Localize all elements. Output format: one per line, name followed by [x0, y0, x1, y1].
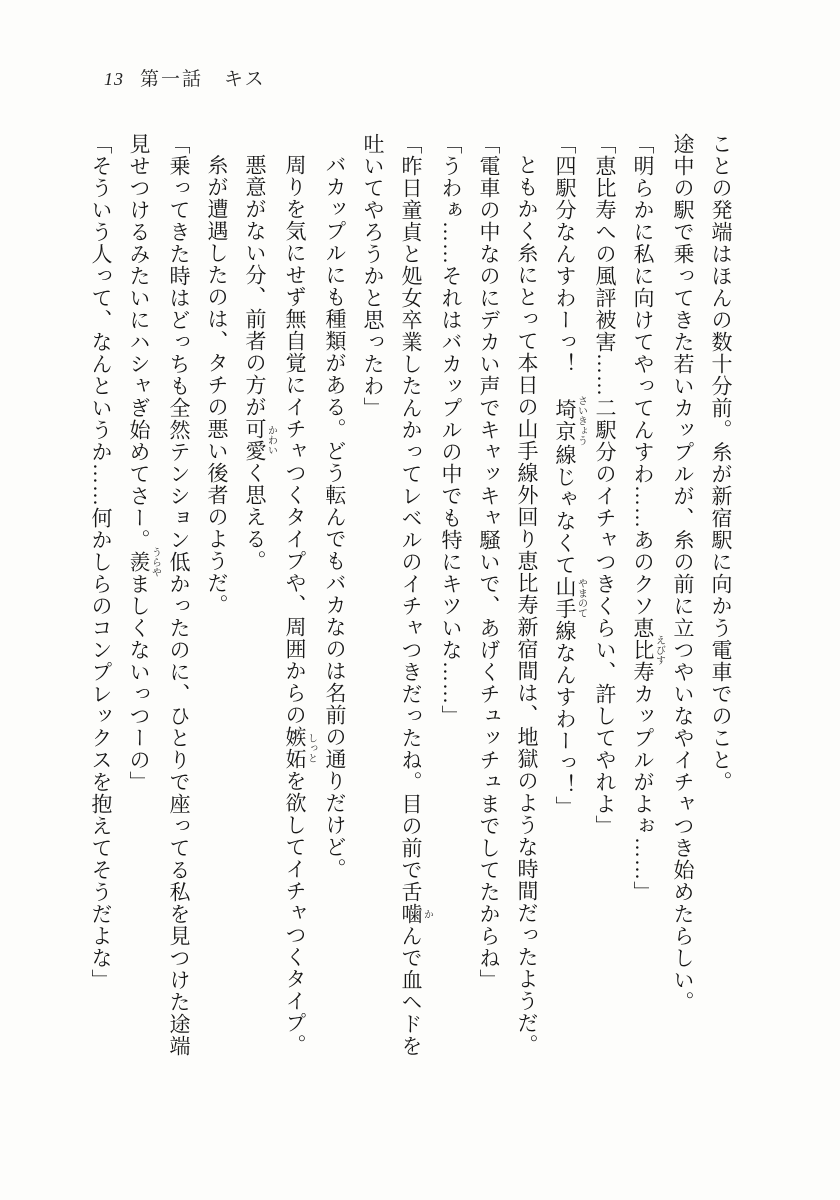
- text-line: 周りを気にせず無自覚にイチャつくタイプや、周囲からの嫉妬しっとを欲してイチャつくタイプ。: [283, 154, 317, 1056]
- furigana-ruby: 可愛かわい: [243, 418, 277, 462]
- text-line: 「乗ってきた時はどっちも全然テンション低かったのに、ひとりで座ってる私を見つけた途端: [167, 133, 191, 1057]
- text-line: 悪意がない分、前者の方が可愛かわいく思える。: [243, 154, 277, 572]
- page-number: 13: [104, 69, 124, 89]
- furigana-ruby: 噛か: [399, 903, 433, 925]
- furigana-ruby: 羨うらや: [127, 547, 161, 577]
- text-line: バカップルにも種類がある。どう転んでもバカなのは名前の通りだけど。: [323, 154, 347, 880]
- chapter-title: 第一話 キス: [140, 69, 266, 90]
- text-line: 「電車の中なのにデカい声でキャッキャ騒いで、あげくチュッチュまでしてたからね」: [477, 133, 501, 991]
- furigana-ruby: 山手やまのて: [553, 576, 587, 620]
- furigana-ruby: 嫉妬しっと: [283, 726, 317, 770]
- furigana-ruby: 恵比寿えびす: [631, 617, 665, 683]
- text-line: ことの発端はほんの数十分前。糸が新宿駅に向かう電車でのこと。: [709, 133, 733, 793]
- text-line: ともかく糸にとって本日の山手線外回り恵比寿新宿間は、地獄のような時間だったようだ。: [515, 154, 539, 1056]
- text-line: 吐いてやろうかと思ったわ」: [361, 133, 385, 419]
- text-line: 「恵比寿への風評被害……二駅分のイチャつきくらい、許してやれよ」: [593, 133, 617, 837]
- text-line: 見せつけるみたいにハシャぎ始めてさー。羨うらやましくないっつーの」: [127, 133, 161, 793]
- vertical-text-block: [82, 133, 740, 1093]
- text-line: 「明らかに私に向けてやってんすわ……あのクソ恵比寿えびすカップルがよぉ……」: [631, 133, 665, 903]
- text-line: 「そういう人って、なんというか……何かしらのコンプレックスを抱えてそうだよな」: [89, 133, 113, 991]
- text-line: 「昨日童貞と処女卒業したんかってレベルのイチャつきだったね。目の前で舌噛かんで血ヘドを: [399, 133, 433, 1057]
- running-head: [104, 64, 266, 91]
- text-line: 途中の駅で乗ってきた若いカップルが、糸の前に立つやいなやイチャつき始めたらしい。: [671, 133, 695, 1013]
- text-line: 「四駅分なんすわーっ！ 埼京さいきょう線じゃなくて山手やまのて線なんすわーっ！」: [553, 133, 587, 818]
- furigana-ruby: 埼京さいきょう: [553, 395, 587, 446]
- text-line: 「うわぁ……それはバカップルの中でも特にキツいな……」: [439, 133, 463, 727]
- text-line: 糸が遭遇したのは、タチの悪い後者のようだ。: [205, 154, 229, 616]
